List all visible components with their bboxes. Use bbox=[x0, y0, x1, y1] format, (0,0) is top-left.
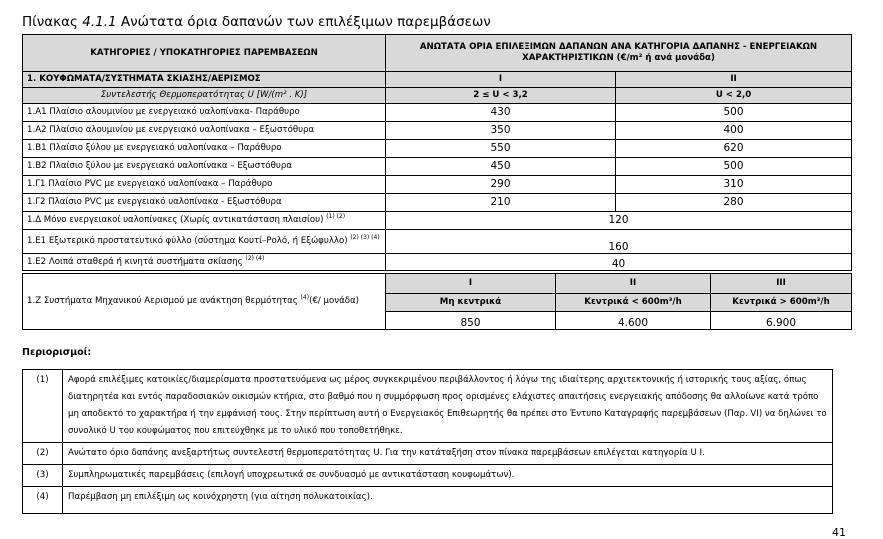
z-category-I: I bbox=[386, 274, 556, 294]
restriction-number: (3) bbox=[23, 465, 63, 487]
row-label: 1.Α2 Πλαίσιο αλουμινίου με ενεργειακό υαλοπίνακα – Εξωστόθυρα bbox=[23, 122, 386, 140]
row-e1-label: 1.Ε1 Εξωτερικό προστατευτικό φύλλο (σύστημα Κουτί–Ρολό, ή Εξώφυλλο) bbox=[27, 236, 348, 246]
row-value-I: 550 bbox=[386, 140, 616, 158]
row-value-II: 500 bbox=[616, 104, 852, 122]
row-z-label: 1.Ζ Συστήματα Μηχανικού Αερισμού με ανάκτηση θερμότητας bbox=[27, 296, 298, 306]
table-row bbox=[23, 194, 852, 212]
row-z-label-cell bbox=[23, 274, 386, 330]
row-label: 1.Α1 Πλαίσιο αλουμινίου με ενεργειακό υαλοπίνακα- Παράθυρο bbox=[23, 104, 386, 122]
caption-prefix: Πίνακας bbox=[22, 14, 83, 30]
section-title-row bbox=[23, 72, 852, 88]
z-value-II: 4.600 bbox=[556, 312, 711, 330]
table-row-e2 bbox=[23, 254, 852, 271]
row-label: 1.Β1 Πλαίσιο ξύλου με ενεργειακό υαλοπίνακα – Παράθυρο bbox=[23, 140, 386, 158]
row-value-II: 400 bbox=[616, 122, 852, 140]
table-row-d bbox=[23, 212, 852, 230]
restriction-text: Παρέμβαση μη επιλέξιμη ως κοινόχρηστη (για αίτηση πολυκατοικίας). bbox=[63, 487, 833, 514]
z-category-II: II bbox=[556, 274, 711, 294]
section-title: 1. ΚΟΥΦΩΜΑΤΑ/ΣΥΣΤΗΜΑΤΑ ΣΚΙΑΣΗΣ/ΑΕΡΙΣΜΟΣ bbox=[23, 72, 386, 88]
restriction-row bbox=[23, 487, 833, 514]
row-value-II: 500 bbox=[616, 158, 852, 176]
restriction-row bbox=[23, 370, 833, 443]
category-II: II bbox=[616, 72, 852, 88]
row-value-II: 310 bbox=[616, 176, 852, 194]
row-label bbox=[23, 212, 386, 230]
footnote-ref: (2) (3) (4) bbox=[350, 234, 380, 242]
table-row-e1 bbox=[23, 230, 852, 254]
caption-number: 4.1.1 bbox=[82, 14, 117, 30]
row-value-I: 450 bbox=[386, 158, 616, 176]
row-e2-label: 1.Ε2 Λοιπά σταθερά ή κινητά συστήματα σκίασης bbox=[27, 256, 243, 267]
restrictions-table bbox=[22, 369, 833, 514]
u-range-I: 2 ≤ U < 3,2 bbox=[386, 88, 616, 104]
z-value-I: 850 bbox=[386, 312, 556, 330]
row-value-II: 620 bbox=[616, 140, 852, 158]
row-value-I: 350 bbox=[386, 122, 616, 140]
header-limits: ΑΝΩΤΑΤΑ ΟΡΙΑ ΕΠΙΛΕΞΙΜΩΝ ΔΑΠΑΝΩΝ ΑΝΑ ΚΑΤΗΓΟΡΙΑ ΔΑΠΑΝΗΣ - ΕΝΕΡΓΕΙΑΚΩΝ ΧΑΡΑΚΤΗΡΙΣΤΙΚΩΝ (€/m² ή ανά μονάδα) bbox=[386, 35, 852, 72]
z-category-III: III bbox=[711, 274, 852, 294]
table-row bbox=[23, 158, 852, 176]
footnote-ref: (1) (2) bbox=[326, 213, 346, 221]
ventilation-table bbox=[22, 273, 852, 330]
row-label bbox=[23, 230, 386, 254]
row-z-label-tail: (€/ μονάδα) bbox=[309, 296, 360, 306]
footnote-ref: (4) bbox=[300, 294, 310, 302]
u-coefficient-row bbox=[23, 88, 852, 104]
table-row bbox=[23, 176, 852, 194]
row-value-I: 210 bbox=[386, 194, 616, 212]
row-label bbox=[23, 254, 386, 271]
row-label: 1.Β2 Πλαίσιο ξύλου με ενεργειακό υαλοπίνακα – Εξωστόθυρα bbox=[23, 158, 386, 176]
row-label: 1.Γ1 Πλαίσιο PVC με ενεργειακό υαλοπίνακα – Παράθυρο bbox=[23, 176, 386, 194]
restriction-row bbox=[23, 443, 833, 465]
caption-text: Ανώτατα όρια δαπανών των επιλέξιμων παρεμβάσεων bbox=[116, 14, 491, 30]
row-value: 40 bbox=[386, 254, 852, 271]
restriction-text: Αφορά επιλέξιμες κατοικίες/διαμερίσματα προστατευόμενα ως μέρος συγκεκριμένου περιβάλλοντος ή λόγω της ιδιαίτερης αρχιτεκτονικής ή ιστορικής τους αξίας, όπως διατηρητέα και εντός παραδοσιακών οικισμών κτήρια, στο βαθμό που η συμμόρφωση προς ορισμένες ελάχιστες απαιτήσεις ενεργειακής απόδοσης θα αλλοίωνε κατά τρόπο μη αποδεκτό το χαρακτήρα ή την εμφάνισή τους. Στην περίπτωση αυτή ο Ενεργειακός Επιθεωρητής θα πρέπει στο Έντυπο Καταγραφής παρεμβάσεων (Παρ. VI) να δηλώνει το συνολικό U του κουφώματος που επιτεύχθηκε με το υλικό που τοποθετήθηκε. bbox=[63, 370, 833, 443]
restriction-row bbox=[23, 465, 833, 487]
u-range-II: U < 2,0 bbox=[616, 88, 852, 104]
row-label: 1.Γ2 Πλαίσιο PVC με ενεργειακό υαλοπίνακα - Εξωστόθυρα bbox=[23, 194, 386, 212]
restrictions-title: Περιορισμοί: bbox=[22, 347, 92, 358]
row-value-II: 280 bbox=[616, 194, 852, 212]
z-cats-row bbox=[23, 274, 852, 294]
row-value-I: 430 bbox=[386, 104, 616, 122]
row-value-I: 290 bbox=[386, 176, 616, 194]
restriction-number: (1) bbox=[23, 370, 63, 443]
restriction-text: Συμπληρωματικές παρεμβάσεις (επιλογή υποχρεωτικά σε συνδυασμό με αντικατάσταση κουφωμάτων). bbox=[63, 465, 833, 487]
z-condition-II: Κεντρικά < 600m³/h bbox=[556, 294, 711, 312]
row-value: 120 bbox=[386, 212, 852, 230]
z-condition-I: Μη κεντρικά bbox=[386, 294, 556, 312]
expense-limits-table bbox=[22, 34, 852, 271]
table-row bbox=[23, 122, 852, 140]
row-value: 160 bbox=[386, 230, 852, 254]
table-row bbox=[23, 104, 852, 122]
footnote-ref: (2) (4) bbox=[245, 254, 265, 262]
category-I: I bbox=[386, 72, 616, 88]
header-categories: ΚΑΤΗΓΟΡΙΕΣ / ΥΠΟΚΑΤΗΓΟΡΙΕΣ ΠΑΡΕΜΒΑΣΕΩΝ bbox=[23, 35, 386, 72]
page-number: 41 bbox=[832, 526, 846, 539]
u-coefficient-label: Συντελεστής Θερμοπερατότητας U [W/(m² . K)] bbox=[23, 88, 386, 104]
table-caption bbox=[22, 14, 491, 30]
restriction-text: Ανώτατο όριο δαπάνης ανεξαρτήτως συντελεστή θερμοπερατότητας U. Για την κατάταξήση στον πίνακα παρεμβάσεων επιλέγεται κατηγορία U I. bbox=[63, 443, 833, 465]
restriction-number: (2) bbox=[23, 443, 63, 465]
row-d-label: 1.Δ Μόνο ενεργειακοί υαλοπίνακες (Χωρίς αντικατάσταση πλαισίου) bbox=[27, 215, 324, 225]
z-value-III: 6.900 bbox=[711, 312, 852, 330]
z-condition-III: Κεντρικά > 600m³/h bbox=[711, 294, 852, 312]
table-header-row bbox=[23, 35, 852, 72]
table-row bbox=[23, 140, 852, 158]
restriction-number: (4) bbox=[23, 487, 63, 514]
